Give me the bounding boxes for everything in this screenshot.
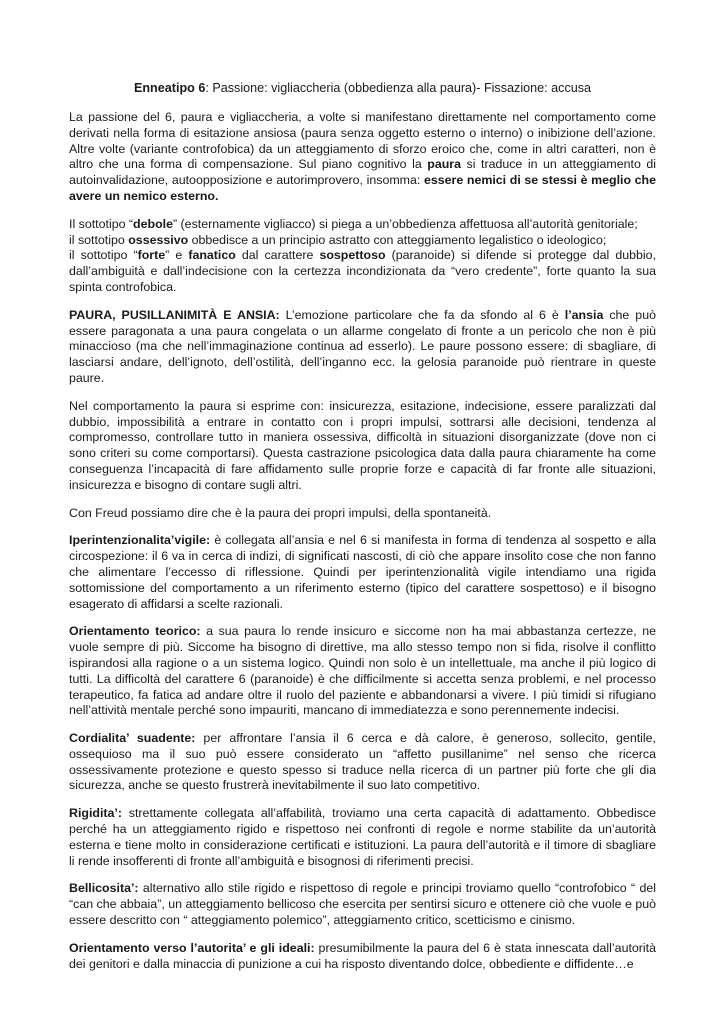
paragraph-rigidity: Rigidita’: strettamente collegata all’affabilità, troviamo una certa capacità di adattamento. Obbedisce perché ha un atteggiamento rigido e rispettoso nei confronti di regole e norme stabilite da un’autorità esterna e tiene molto in considerazione certificati e istituzioni. La paura dell’autorità e il timore di sbagliare li rende insofferenti di fronte all’ambiguità e bisognosi di riferimenti precisi. xyxy=(69,806,656,868)
paragraph-freud: Con Freud possiamo dire che è la paura dei propri impulsi, della spontaneità. xyxy=(69,505,492,520)
paragraph-bellicosity: Bellicosita’: alternativo allo stile rigido e rispettoso di regole e principi troviamo quello “controfobico “ del “can che abbaia”, un atteggiamento bellicoso che esercita per sentirsi sicuro e ottenere ciò che vuole e può essere descritto con “ atteggiamento polemico”, atteggiamento critico, scetticismo e cinismo. xyxy=(69,881,656,928)
paragraph-anxiety: PAURA, PUSILLANIMITÀ E ANSIA: L’emozione particolare che fa da sfondo al 6 è l’ansia che può essere paragonata a una paura congelata o un allarme congelato di fronte a un pericolo che non è più minaccioso (ma che nell’immaginazione continua ad esserlo). Le paure possono essere: di sbagliare, di lasciarsi andare, dell’ignoto, dell’ostilità, dell’inganno ecc. la gelosia paranoide può rientrare in queste paure. xyxy=(69,307,656,385)
paragraph-behaviour: Nel comportamento la paura si esprime con: insicurezza, esitazione, indecisione, essere paralizzati dal dubbio, impossibilità a entrare in contatto con i propri impulsi, sottrarsi alle decisioni, tendenza al compromesso, controllare tutto in maniera ossessiva, difficoltà in situazioni disorganizzate (dove non ci sono criteri su come comportarsi). Questa castrazione psicologica data dalla paura chiaramente ha come conseguenza l’incapacità di fare affidamento sulle proprie forze e capacità di far fronte alle situazioni, insicurezza e bisogno di contare sugli altri. xyxy=(69,398,656,492)
paragraph-cordiality: Cordialita’ suadente: per affrontare l’ansia il 6 cerca e dà calore, è generoso, sollecito, gentile, ossequioso ma il suo può essere considerato un “affetto pusillanime” nel senso che ricerca ossessivamente protezione e questo spesso si traduce nella ricerca di un partner più forte che gli dia sicurezza, anche se questo frustrerà inevitabilmente il suo lato competitivo. xyxy=(69,731,656,793)
paragraph-hyperintentionality: Iperintenzionalita’vigile: è collegata all’ansia e nel 6 si manifesta in forma di tendenza al sospetto e alla circospezione: il 6 va in cerca di indizi, di significati nascosti, di ciò che appare insolito cose che non fanno che alimentare l’eccesso di riflessione. Quindi per iperintenzionalità vigile intendiamo una rigida sottomissione del comportamento a un riferimento esterno (tipico del carattere sospettoso) e il bisogno esagerato di affidarsi a scelte razionali. xyxy=(69,533,656,611)
title-rest: : Passione: vigliaccheria (obbedienza alla paura)- Fissazione: accusa xyxy=(205,81,592,95)
paragraph-passion: La passione del 6, paura e vigliaccheria, a volte si manifestano direttamente nel comportamento come derivati nella forma di esitazione ansiosa (paura senza oggetto esterno o interno) o inibizione dell’azione. Altre volte (variante controfobica) da un atteggiamento di sforzo eroico che, come in altri caratteri, non è altro che una forma di compensazione. Sul piano cognitivo la paura si traduce in un atteggiamento di autoinvalidazione, autoopposizione e autorimprovero, insomma: essere nemici di se stessi è meglio che avere un nemico esterno. xyxy=(69,110,656,203)
paragraph-subtypes: Il sottotipo “debole” (esternamente vigliacco) si piega a un’obbedienza affettuosa all’autorità genitoriale; il sottotipo ossessivo obbedisce a un principio astratto con atteggiamento legalistico o ideologico; il sottotipo “forte” e fanatico dal carattere sospettoso (paranoide) si difende si protegge dal dubbio, dall’ambiguità e dall’indecisione con la certezza incondizionata da “vero credente”, forte quanto la sua spinta controfobica. xyxy=(69,216,657,294)
document-page xyxy=(69,80,656,984)
paragraph-theoretical-orientation: Orientamento teorico: a sua paura lo rende insicuro e siccome non ha mai abbastanza certezze, ne vuole sempre di più. Siccome ha bisogno di direttive, ma allo stesso tempo non si fida, risolve il conflitto ispirandosi alla ragione o a un sistema logico. Quindi non solo è un intellettuale, ma anche il più logico di tutti. La difficoltà del carattere 6 (paranoide) è che difficilmente si accetta senza problemi, e nel processo terapeutico, fa fatica ad andare oltre il ruolo del paziente e abbandonarsi a vivere. I più timidi si rifugiano nell’attività mentale perché sono impauriti, mancano di immediatezza e sono perennemente indecisi. xyxy=(69,624,656,718)
document-title xyxy=(69,80,656,96)
title-bold: Enneatipo 6 xyxy=(133,81,206,95)
paragraph-authority: Orientamento verso l’autorita’ e gli ideali: presumibilmente la paura del 6 è stata innescata dall’autorità dei genitori e dalla minaccia di punizione a cui ha risposto diventando dolce, obbediente e diffidente…e xyxy=(69,940,656,971)
